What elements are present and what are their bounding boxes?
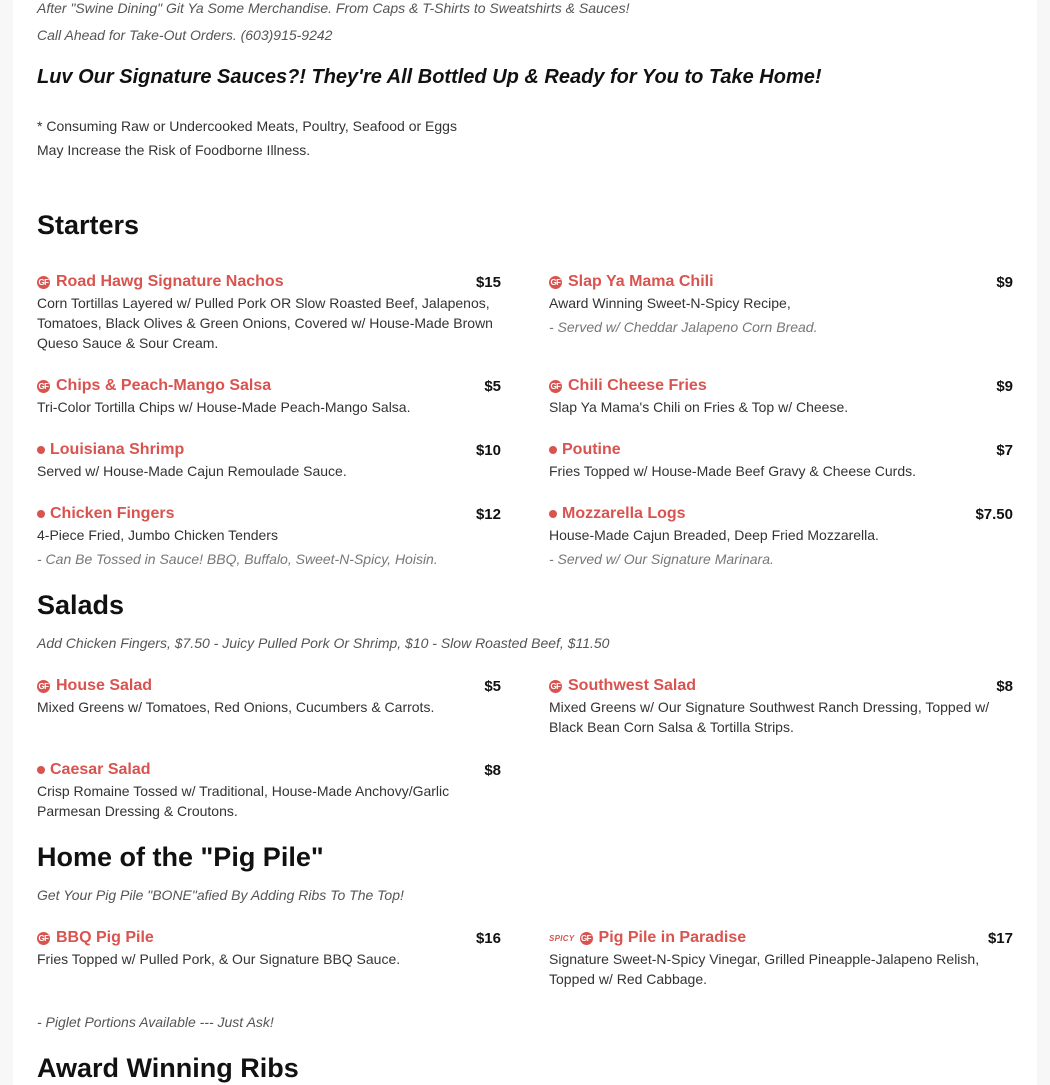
item-price: $8 (484, 761, 501, 779)
item-name: Pig Pile in Paradise (598, 929, 747, 946)
item-description: Served w/ House-Made Cajun Remoulade Sauce. (37, 463, 347, 479)
gluten-free-icon: GF (580, 933, 592, 943)
menu-item-house-salad (37, 675, 501, 717)
bullet-dot-icon (37, 446, 45, 454)
menu-item-louisiana-shrimp (37, 439, 501, 481)
item-name: Caesar Salad (50, 761, 151, 778)
bullet-dot-icon (549, 446, 557, 454)
menu-item-chili-cheese-fries (549, 375, 1013, 417)
menu-item-slap-ya-mama-chili (549, 271, 1013, 337)
item-price: $15 (475, 273, 501, 291)
item-price: $10 (475, 441, 501, 459)
item-description: Crisp Romaine Tossed w/ Traditional, House-Made Anchovy/Garlic Parmesan Dressing & Croutons. (37, 783, 450, 819)
item-name: Louisiana Shrimp (50, 441, 185, 458)
merch-note: After "Swine Dining" Git Ya Some Merchandise. From Caps & T-Shirts to Sweatshirts & Sauces! (37, 0, 630, 16)
item-price: $17 (987, 929, 1013, 947)
item-name: House Salad (56, 677, 153, 694)
item-name: Slap Ya Mama Chili (568, 273, 714, 290)
item-description: Mixed Greens w/ Tomatoes, Red Onions, Cucumbers & Carrots. (37, 699, 435, 715)
item-description: Fries Topped w/ Pulled Pork, & Our Signature BBQ Sauce. (37, 951, 401, 967)
item-description: Fries Topped w/ House-Made Beef Gravy & Cheese Curds. (549, 463, 917, 479)
section-title-salads: Salads (37, 590, 125, 620)
warning-line-2: May Increase the Risk of Foodborne Illness. (37, 142, 311, 158)
spicy-icon: SPICY (549, 933, 575, 943)
item-name: Mozzarella Logs (562, 505, 686, 522)
gluten-free-icon: GF (38, 681, 49, 691)
gluten-free-icon: GF (38, 933, 49, 943)
bullet-dot-icon (549, 510, 557, 518)
item-price: $12 (475, 505, 501, 523)
item-name: Road Hawg Signature Nachos (56, 273, 284, 290)
item-name: Chips & Peach-Mango Salsa (56, 377, 272, 394)
section-title-starters: Starters (37, 210, 140, 240)
item-price: $5 (484, 377, 501, 395)
item-description: Award Winning Sweet-N-Spicy Recipe, (549, 295, 791, 311)
bullet-dot-icon (37, 766, 45, 774)
item-name: Chili Cheese Fries (568, 377, 707, 394)
menu-item-chips-salsa (37, 375, 501, 417)
item-price: $8 (996, 677, 1013, 695)
pig-pile-note: Get Your Pig Pile "BONE"afied By Adding Ribs To The Top! (37, 887, 404, 903)
item-price: $5 (484, 677, 501, 695)
item-price: $7 (996, 441, 1013, 459)
item-name: Poutine (562, 441, 621, 458)
item-price: $9 (996, 377, 1013, 395)
item-description: Mixed Greens w/ Our Signature Southwest Ranch Dressing, Topped w/ Black Bean Corn Salsa & Tortilla Strips. (549, 699, 990, 735)
menu-item-pig-pile-paradise (549, 927, 1013, 989)
warning-line-1: * Consuming Raw or Undercooked Meats, Poultry, Seafood or Eggs (37, 118, 457, 134)
item-description: House-Made Cajun Breaded, Deep Fried Mozzarella. (549, 527, 879, 543)
gluten-free-icon: GF (550, 681, 561, 691)
item-price: $16 (475, 929, 501, 947)
item-extra-note: - Served w/ Cheddar Jalapeno Corn Bread. (549, 319, 818, 335)
piglet-portions-note: - Piglet Portions Available --- Just Ask! (37, 1014, 274, 1030)
item-description: Tri-Color Tortilla Chips w/ House-Made Peach-Mango Salsa. (37, 399, 411, 415)
salads-addon-note: Add Chicken Fingers, $7.50 - Juicy Pulled Pork Or Shrimp, $10 - Slow Roasted Beef, $11.50 (37, 635, 610, 651)
item-extra-note: - Can Be Tossed in Sauce! BBQ, Buffalo, Sweet-N-Spicy, Hoisin. (37, 551, 438, 567)
menu-item-road-hawg-nachos (37, 271, 501, 353)
gluten-free-icon: GF (38, 277, 49, 287)
gluten-free-icon: GF (38, 381, 49, 391)
item-price: $9 (996, 273, 1013, 291)
item-price: $7.50 (975, 505, 1013, 523)
menu-item-poutine (549, 439, 1013, 481)
item-description: Corn Tortillas Layered w/ Pulled Pork OR Slow Roasted Beef, Jalapenos, Tomatoes, Black Olives & Green Onions, Covered w/ House-Made Brown Queso Sauce & Sour Cream. (37, 295, 493, 351)
section-title-ribs: Award Winning Ribs (37, 1053, 299, 1083)
menu-item-bbq-pig-pile (37, 927, 501, 969)
item-extra-note: - Served w/ Our Signature Marinara. (549, 551, 774, 567)
menu-item-caesar-salad (37, 759, 501, 821)
item-description: Slap Ya Mama's Chili on Fries & Top w/ Cheese. (549, 399, 849, 415)
item-description: Signature Sweet-N-Spicy Vinegar, Grilled Pineapple-Jalapeno Relish, Topped w/ Red Cabbage. (549, 951, 980, 987)
item-description: 4-Piece Fried, Jumbo Chicken Tenders (37, 527, 278, 543)
item-name: BBQ Pig Pile (56, 929, 154, 946)
item-name: Chicken Fingers (50, 505, 175, 522)
item-name: Southwest Salad (568, 677, 697, 694)
section-title-pig-pile: Home of the "Pig Pile" (37, 842, 324, 872)
bullet-dot-icon (37, 510, 45, 518)
gluten-free-icon: GF (550, 277, 561, 287)
menu-item-mozzarella-logs (549, 503, 1013, 569)
takeout-note: Call Ahead for Take-Out Orders. (603)915-9242 (37, 27, 333, 43)
sauce-headline: Luv Our Signature Sauces?! They're All Bottled Up & Ready for You to Take Home! (37, 66, 822, 88)
menu-item-chicken-fingers (37, 503, 501, 569)
gluten-free-icon: GF (550, 381, 561, 391)
menu-item-southwest-salad (549, 675, 1013, 737)
menu-page (13, 0, 1037, 1085)
